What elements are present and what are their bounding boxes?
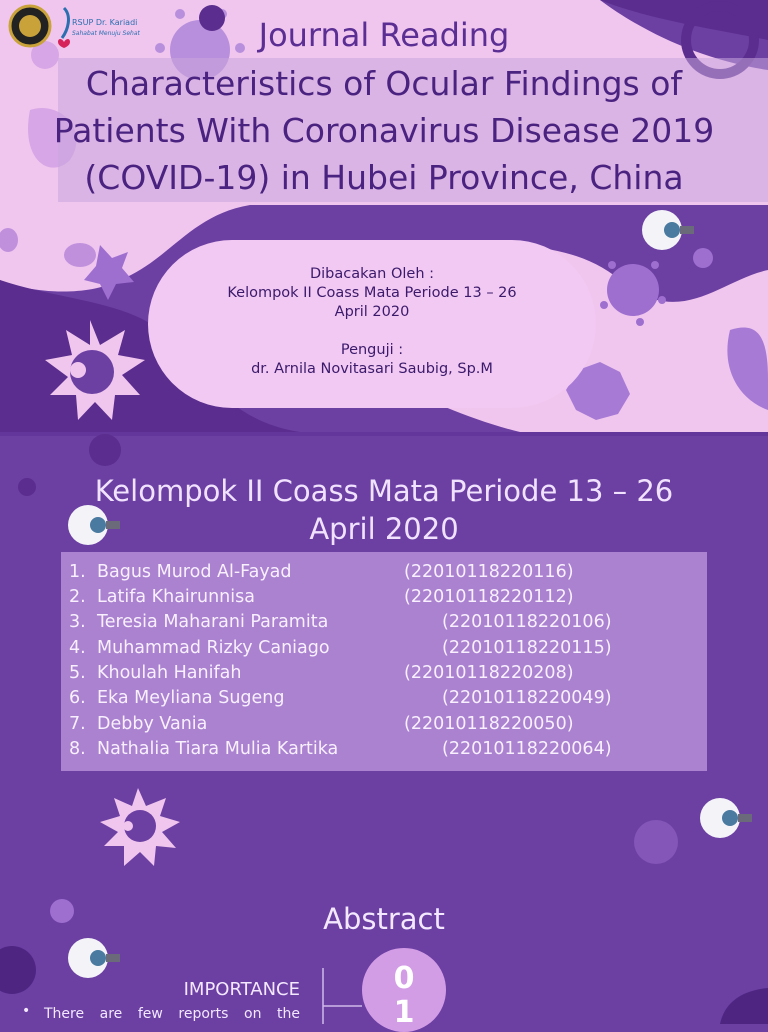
member-name: Latifa Khairunnisa: [97, 587, 255, 607]
member-id: (22010118220050): [404, 714, 574, 734]
member-id: (22010118220208): [404, 663, 574, 683]
page-title: [20, 60, 748, 201]
hospital-logo-name: RSUP Dr. Kariadi: [72, 18, 138, 27]
importance-text: There are few reports on the: [44, 1006, 300, 1022]
member-id: (22010118220106): [442, 612, 612, 632]
member-id: (22010118220112): [404, 587, 574, 607]
journal-label: Journal Reading: [258, 16, 510, 54]
member-id: (22010118220049): [442, 688, 612, 708]
examiner-label: Penguji :: [340, 342, 404, 358]
member-id: (22010118220064): [442, 739, 612, 759]
group-date: April 2020: [334, 304, 410, 320]
member-number: 7.: [69, 714, 86, 734]
group-name: Kelompok II Coass Mata Periode 13 – 26: [227, 285, 517, 301]
dark-purple-strip: [0, 432, 768, 436]
member-number: 8.: [69, 739, 86, 759]
virus-dim-2: [18, 478, 36, 496]
examiner-name: dr. Arnila Novitasari Saubig, Sp.M: [251, 361, 493, 377]
member-number: 1.: [69, 562, 86, 582]
member-number: 5.: [69, 663, 86, 683]
group-heading-line: Kelompok II Coass Mata Periode 13 – 26: [94, 474, 674, 508]
title-line: Patients With Coronavirus Disease 2019: [53, 111, 715, 150]
member-number: 3.: [69, 612, 86, 632]
member-name: Eka Meyliana Sugeng: [97, 688, 285, 708]
member-name: Teresia Maharani Paramita: [97, 612, 329, 632]
abstract-heading: Abstract: [323, 902, 445, 936]
member-name: Khoulah Hanifah: [97, 663, 242, 683]
title-line: Characteristics of Ocular Findings of: [85, 64, 683, 103]
member-number: 4.: [69, 638, 86, 658]
importance-label: IMPORTANCE: [183, 979, 300, 1000]
member-id: (22010118220115): [442, 638, 612, 658]
member-name: Nathalia Tiara Mulia Kartika: [97, 739, 339, 759]
member-name: Debby Vania: [97, 714, 208, 734]
member-number: 2.: [69, 587, 86, 607]
title-line: (COVID-19) in Hubei Province, China: [84, 158, 684, 197]
spiky-virus-left-eye: [70, 362, 86, 378]
section-number: 01: [393, 961, 415, 1030]
virus-dim: [89, 434, 121, 466]
member-name: Bagus Murod Al-Fayad: [97, 562, 292, 582]
group-heading-line: April 2020: [309, 512, 459, 546]
member-id: (22010118220116): [404, 562, 574, 582]
member-number: 6.: [69, 688, 86, 708]
presenter-info: [148, 265, 596, 379]
bullet-icon: •: [22, 1003, 31, 1019]
virus-dim-right: [634, 820, 678, 864]
hospital-logo-tagline: Sahabat Menuju Sehat: [72, 30, 140, 37]
member-name: Muhammad Rizky Caniago: [97, 638, 330, 658]
virus-tiny-right: [693, 248, 713, 268]
read-by-label: Dibacakan Oleh :: [309, 266, 434, 282]
blob-oval: [64, 243, 96, 267]
group-heading: [40, 472, 728, 548]
member-list: [61, 552, 707, 771]
spiky-virus-lower-eye: [123, 821, 133, 831]
